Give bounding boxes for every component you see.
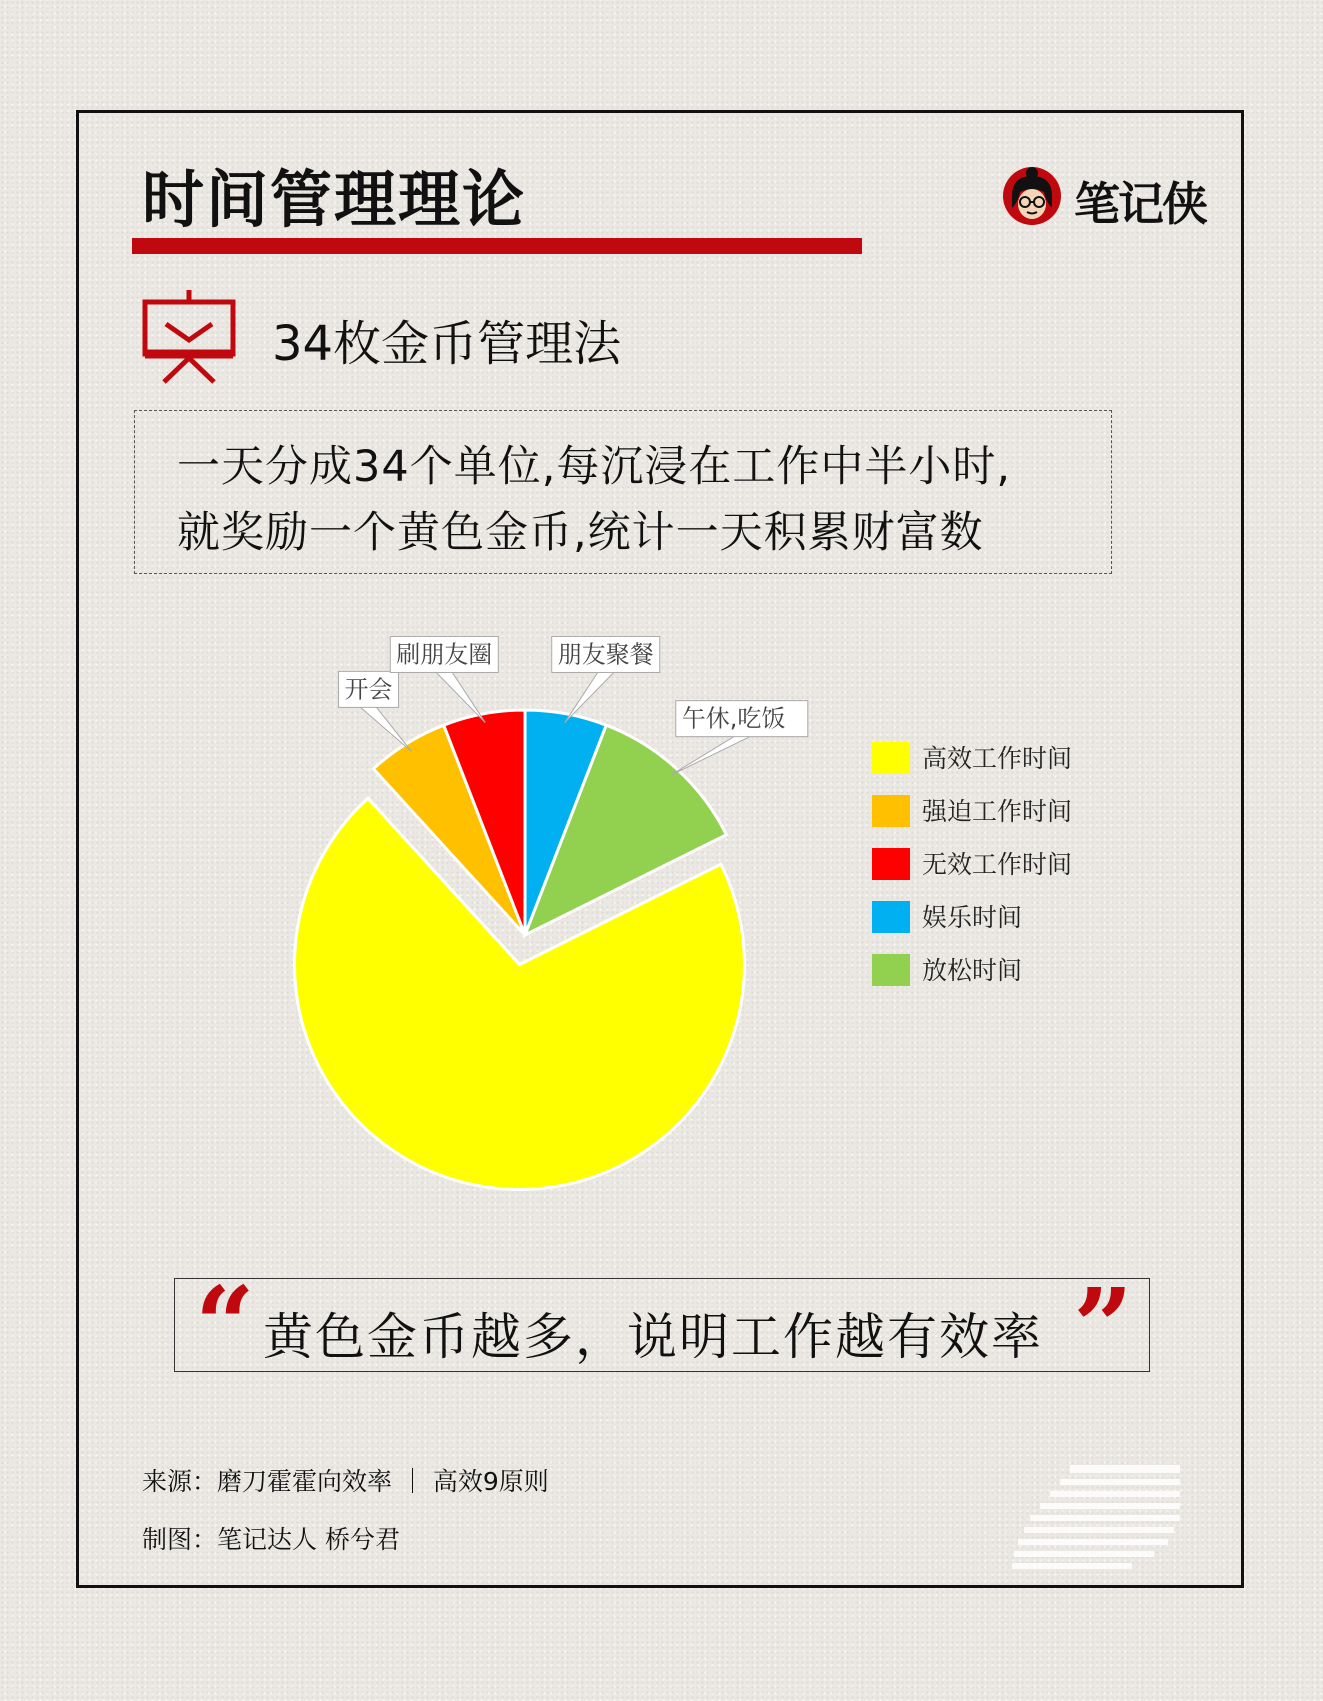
- section-subtitle: 34枚金币管理法: [272, 316, 622, 372]
- svg-text:刷朋友圈: 刷朋友圈: [396, 640, 493, 669]
- svg-text:开会: 开会: [344, 675, 393, 704]
- description-line-1: 一天分成34个单位,每沉浸在工作中半小时,: [177, 442, 1012, 492]
- watermark-stamp-icon: [1010, 1455, 1210, 1585]
- svg-text:朋友聚餐: 朋友聚餐: [557, 640, 654, 669]
- svg-text:强迫工作时间: 强迫工作时间: [922, 797, 1073, 826]
- svg-text:娱乐时间: 娱乐时间: [922, 903, 1023, 932]
- description-line-2: 就奖励一个黄色金币,统计一天积累财富数: [177, 508, 984, 558]
- description-box: [134, 410, 1112, 574]
- svg-text:放松时间: 放松时间: [922, 956, 1023, 985]
- slice-label: [390, 636, 498, 722]
- svg-text:午休,吃饭: 午休,吃饭: [681, 704, 786, 733]
- pie-chart: [200, 630, 1100, 1250]
- legend-item: [872, 901, 1022, 933]
- title-underline: [132, 238, 862, 254]
- slice-label: [671, 701, 808, 776]
- close-quote-mark: ”: [1073, 1265, 1133, 1388]
- legend-item: [872, 954, 1022, 986]
- quote-text: 黄色金币越多，说明工作越有效率: [263, 1308, 1043, 1366]
- legend-item: [872, 742, 1072, 774]
- brand-logo-icon: [1000, 162, 1064, 226]
- svg-text:高效工作时间: 高效工作时间: [922, 744, 1073, 773]
- maker-credit: 制图：笔记达人 桥兮君: [142, 1525, 400, 1554]
- brand: [1000, 160, 1206, 231]
- quote-box: [174, 1263, 1150, 1388]
- legend-item: [872, 795, 1072, 827]
- brand-name: 笔记侠: [1074, 177, 1206, 231]
- slice-label: [339, 671, 412, 751]
- open-quote-mark: “: [195, 1263, 255, 1386]
- slice-label: [552, 636, 660, 722]
- legend-item: [872, 848, 1072, 880]
- page-title: 时间管理理论: [142, 163, 527, 236]
- svg-text:无效工作时间: 无效工作时间: [922, 850, 1073, 879]
- presentation-board-icon: [140, 288, 238, 384]
- source-credit: 来源：磨刀霍霍向效率 ｜ 高效9原则: [142, 1467, 549, 1496]
